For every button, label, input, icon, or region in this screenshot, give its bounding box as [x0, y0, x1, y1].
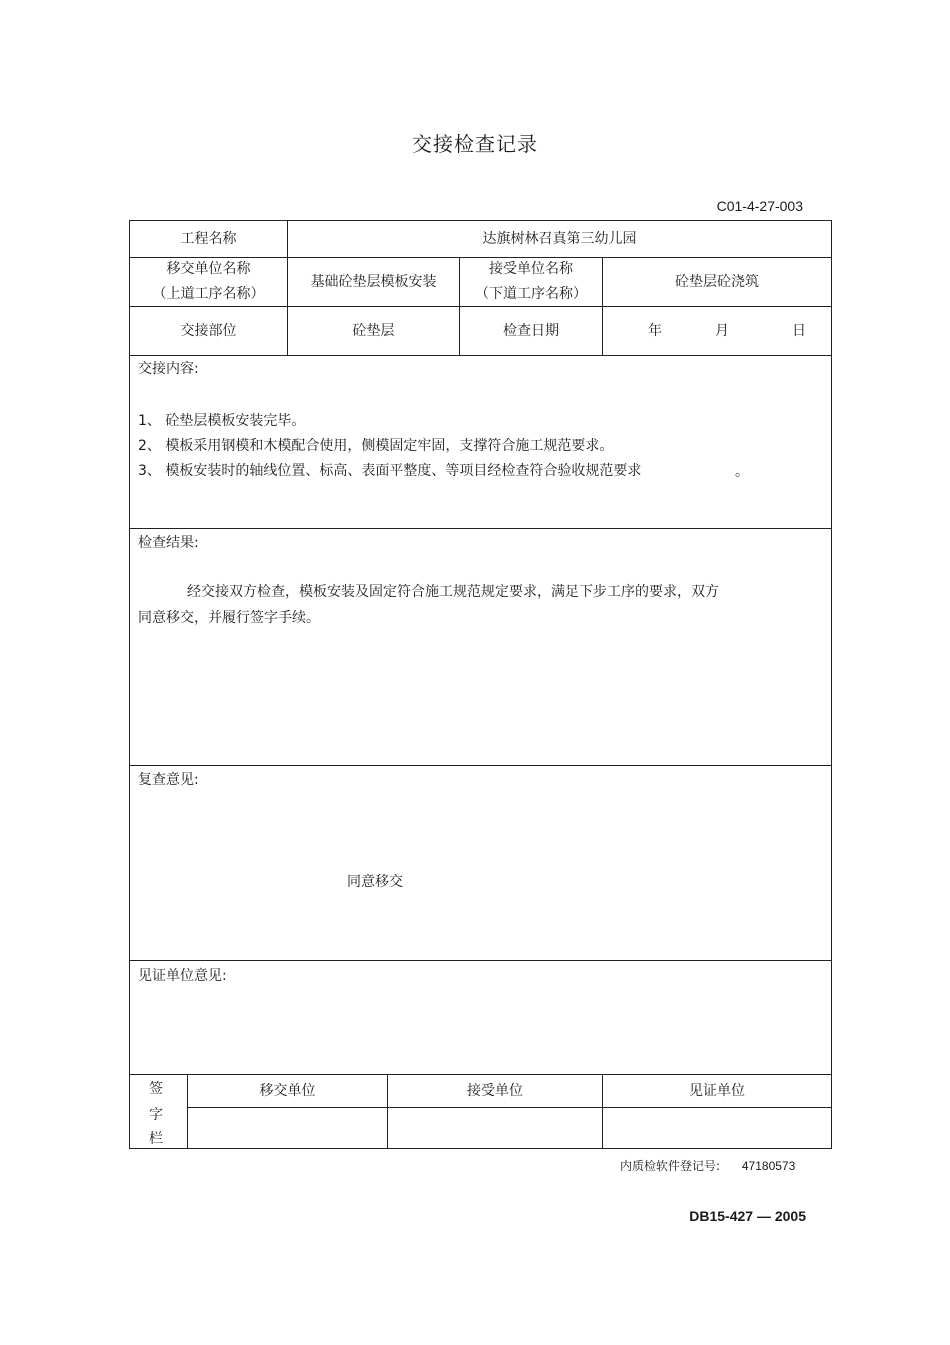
receive-unit-label-line1: 接受单位名称 [489, 261, 573, 277]
check-date-label: 检查日期 [503, 322, 559, 339]
receive-unit-value: 砼垫层砼浇筑 [675, 273, 759, 290]
page-title: 交接检查记录 [412, 132, 538, 156]
transfer-unit-value: 基础砼垫层模板安装 [310, 273, 437, 290]
transfer-unit-label-line2: （上道工序名称） [152, 286, 265, 302]
project-name-value: 达旗树林召真第三幼儿园 [482, 230, 637, 247]
result-label: 检查结果: [138, 535, 199, 551]
review-text: 同意移交 [347, 874, 403, 890]
receive-unit-label-line2: （下道工序名称） [475, 286, 587, 302]
content-item-3-period: 。 [735, 464, 749, 480]
location-value: 砼垫层 [352, 322, 395, 339]
signature-side-char-1: 签 [149, 1081, 163, 1097]
review-label: 复查意见: [138, 772, 199, 788]
content-label: 交接内容: [138, 361, 199, 377]
signature-witness-unit: 见证单位 [689, 1082, 745, 1099]
date-month: 月 [715, 323, 729, 339]
receive-unit-label [460, 258, 602, 306]
witness-label: 见证单位意见: [138, 968, 227, 984]
project-name-label: 工程名称 [180, 230, 237, 247]
form-code: C01-4-27-003 [716, 198, 803, 214]
registration-label: 内质检软件登记号: [620, 1159, 721, 1173]
content-item-3: 3、 模板安装时的轴线位置、标高、表面平整度、等项目经检查符合验收规范要求 [138, 463, 642, 479]
content-item-2: 2、 模板采用钢模和木模配合使用，侧模固定牢固，支撑符合施工规范要求。 [138, 438, 614, 454]
transfer-unit-label [130, 258, 287, 306]
signature-side-char-3: 栏 [149, 1131, 163, 1147]
signature-transfer-unit: 移交单位 [259, 1082, 316, 1099]
software-registration [620, 1157, 795, 1174]
standard-number: DB15-427 — 2005 [689, 1208, 806, 1224]
signature-receive-unit: 接受单位 [467, 1082, 523, 1099]
content-item-1: 1、 砼垫层模板安装完毕。 [138, 413, 306, 429]
result-line-1: 经交接双方检查，模板安装及固定符合施工规范规定要求，满足下步工序的要求，双方 [187, 584, 719, 600]
registration-number: 47180573 [741, 1159, 796, 1173]
transfer-unit-label-line1: 移交单位名称 [166, 261, 251, 277]
date-day: 日 [792, 323, 806, 339]
result-line-2: 同意移交，并履行签字手续。 [138, 610, 320, 626]
signature-side-char-2: 字 [149, 1107, 163, 1123]
location-label: 交接部位 [180, 322, 237, 339]
date-year: 年 [648, 323, 662, 339]
